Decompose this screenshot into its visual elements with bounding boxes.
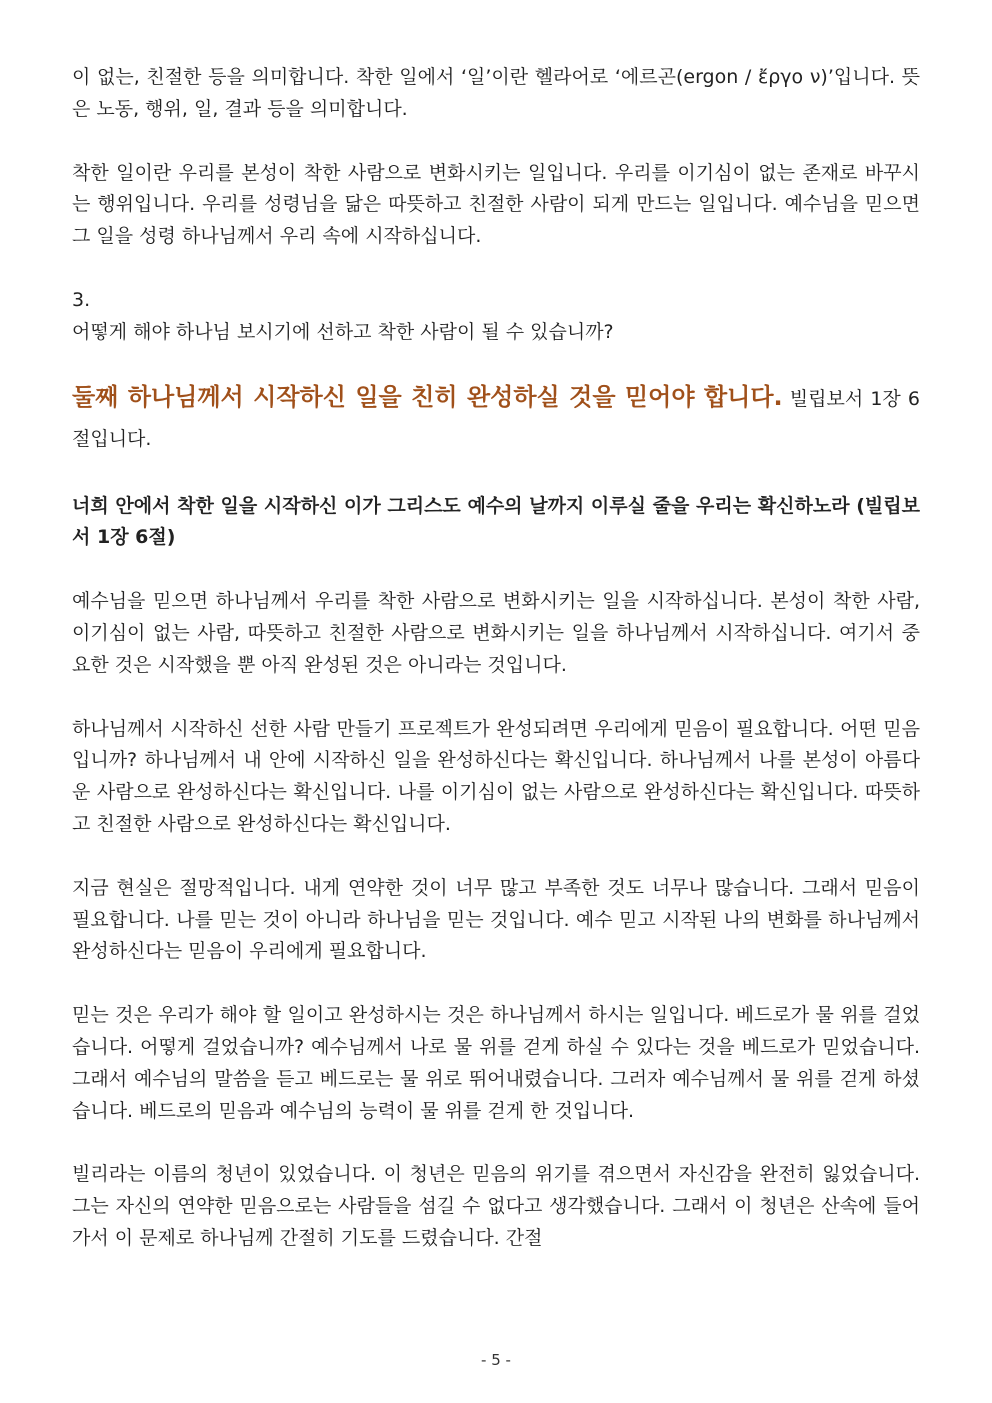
- heading-paragraph: [72, 377, 920, 459]
- section-heading: 둘째 하나님께서 시작하신 일을 친히 완성하실 것을 믿어야 합니다.: [72, 382, 783, 411]
- document-page: [72, 62, 920, 1255]
- section-number: 3.: [72, 288, 91, 311]
- paragraph-ergon: 이 없는, 친절한 등을 의미합니다. 착한 일에서 ‘일’이란 헬라어로 ‘에르곤(ergon / ἔργο ν)’입니다. 뜻은 노동, 행위, 일, 결과 등을 의미합니다.: [72, 66, 920, 120]
- paragraph-good-work: 착한 일이란 우리를 본성이 착한 사람으로 변화시키는 일입니다. 우리를 이기심이 없는 존재로 바꾸시는 행위입니다. 우리를 성령님을 닮은 따뜻하고 친절한 사람이 되게 만드는 일입니다. 예수님을 믿으면 그 일을 성령 하나님께서 우리 속에 시작하십니다.: [72, 161, 920, 248]
- heading-reference: 빌립보서 1장 6절입니다.: [72, 387, 920, 450]
- paragraph-transformation: 예수님을 믿으면 하나님께서 우리를 착한 사람으로 변화시키는 일을 시작하십니다. 본성이 착한 사람, 이기심이 없는 사람, 따뜻하고 친절한 사람으로 변화시키는 일을 하나님께서 시작하십니다. 여기서 중요한 것은 시작했을 뿐 아직 완성된 것은 아니라는 것입니다.: [72, 590, 920, 676]
- section-question: 어떻게 해야 하나님 보시기에 선하고 착한 사람이 될 수 있습니까?: [72, 320, 614, 343]
- page-number: - 5 -: [481, 1351, 511, 1369]
- paragraph-billy: 빌리라는 이름의 청년이 있었습니다. 이 청년은 믿음의 위기를 겪으면서 자신감을 완전히 잃었습니다. 그는 자신의 연약한 믿음으로는 사람들을 섬길 수 없다고 생각했습니다. 그래서 이 청년은 산속에 들어가서 이 문제로 하나님께 간절히 기도를 드렸습니다. 간절: [72, 1163, 920, 1249]
- paragraph-peter: 믿는 것은 우리가 해야 할 일이고 완성하시는 것은 하나님께서 하시는 일입니다. 베드로가 물 위를 걸었습니다. 어떻게 걸었습니까? 예수님께서 나로 물 위를 걷게 하실 수 있다는 것을 베드로가 믿었습니다. 그래서 예수님의 말씀을 듣고 베드로는 물 위로 뛰어내렸습니다. 그러자 예수님께서 물 위를 걷게 하셨습니다. 베드로의 믿음과 예수님의 능력이 물 위를 걷게 한 것입니다.: [72, 1004, 920, 1122]
- paragraph-faith-needed: 하나님께서 시작하신 선한 사람 만들기 프로젝트가 완성되려면 우리에게 믿음이 필요합니다. 어떤 믿음입니까? 하나님께서 내 안에 시작하신 일을 완성하신다는 확신입니다. 하나님께서 나를 본성이 아름다운 사람으로 완성하신다는 확신입니다. 나를 이기심이 없는 사람으로 완성하신다는 확신입니다. 따뜻하고 친절한 사람으로 완성하신다는 확신입니다.: [72, 717, 920, 835]
- bible-verse: 너희 안에서 착한 일을 시작하신 이가 그리스도 예수의 날까지 이루실 줄을 우리는 확신하노라 (빌립보서 1장 6절): [72, 494, 920, 549]
- paragraph-reality: 지금 현실은 절망적입니다. 내게 연약한 것이 너무 많고 부족한 것도 너무나 많습니다. 그래서 믿음이 필요합니다. 나를 믿는 것이 아니라 하나님을 믿는 것입니다. 예수 믿고 시작된 나의 변화를 하나님께서 완성하신다는 믿음이 우리에게 필요합니다.: [72, 876, 921, 963]
